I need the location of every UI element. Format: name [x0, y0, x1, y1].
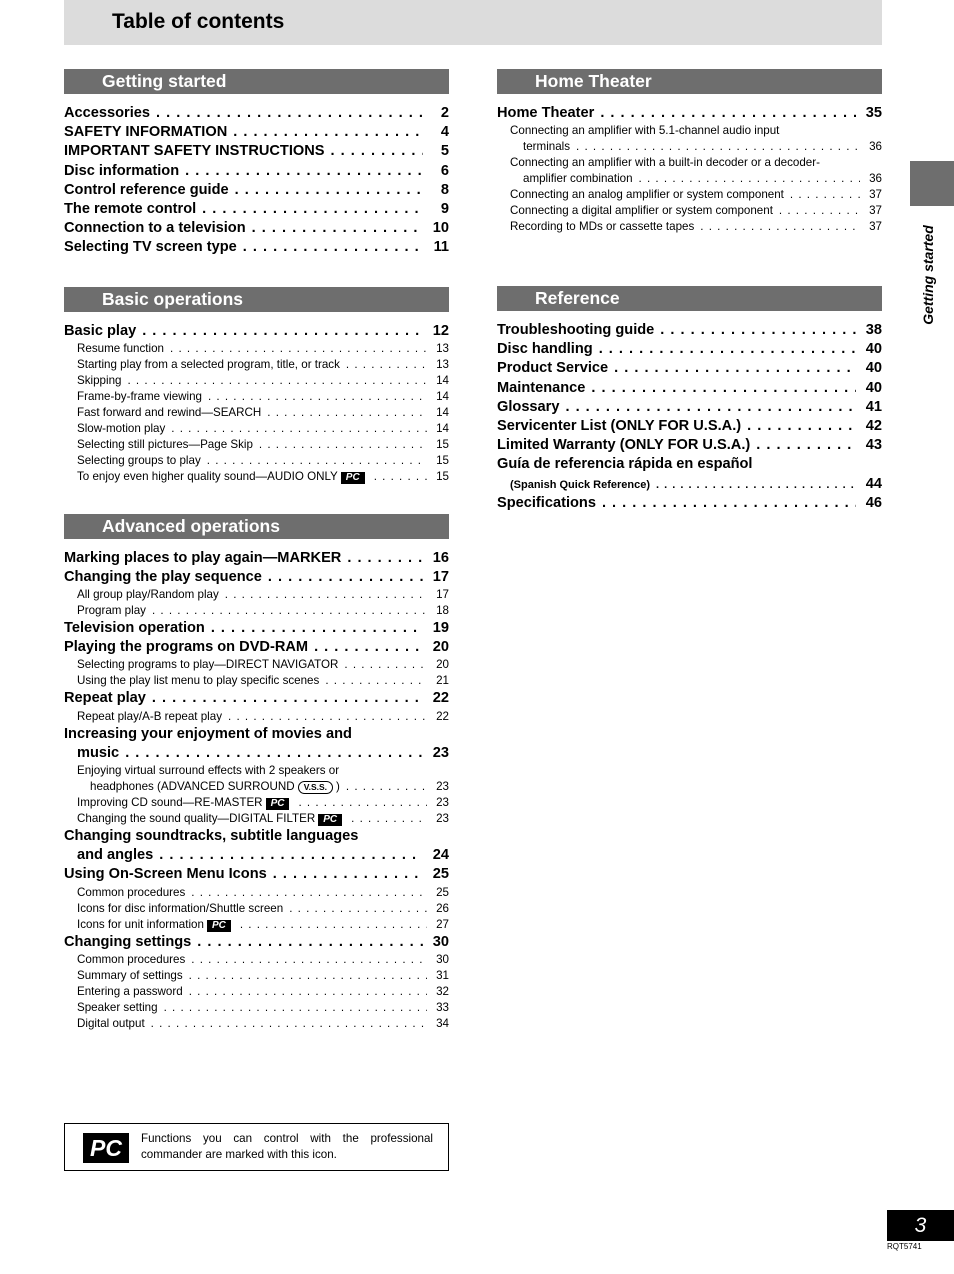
- entry-title: Common procedures: [77, 885, 186, 899]
- entry-title: Selecting groups to play: [77, 453, 201, 467]
- toc-entry-on-screen-menu[interactable]: [64, 865, 449, 884]
- leader-dots: [576, 139, 860, 155]
- entry-title: Glossary: [497, 398, 560, 415]
- leader-dots: [240, 917, 427, 933]
- toc-subentry[interactable]: [64, 709, 449, 725]
- entry-title: Basic play: [64, 322, 137, 339]
- entry-page: 40: [865, 341, 882, 358]
- entry-title: IMPORTANT SAFETY INSTRUCTIONS: [64, 143, 325, 160]
- leader-dots: [225, 587, 427, 603]
- leader-dots: [197, 933, 423, 952]
- entry-page: 25: [436, 885, 449, 899]
- toc-entry[interactable]: [497, 398, 882, 417]
- entry-page: 20: [436, 658, 449, 672]
- entry-title: [77, 795, 292, 811]
- entry-title: Summary of settings: [77, 968, 183, 982]
- right-column: [497, 69, 882, 543]
- entry-page: 14: [436, 421, 449, 435]
- leader-dots: [207, 453, 427, 469]
- entry-title: Television operation: [64, 620, 205, 637]
- toc-subentry[interactable]: [64, 373, 449, 389]
- leader-dots: [599, 340, 856, 359]
- entry-title: All group play/Random play: [77, 588, 219, 602]
- entry-page: 22: [436, 709, 449, 723]
- toc-subentry[interactable]: [64, 405, 449, 421]
- leader-dots: [159, 846, 423, 865]
- entry-page: 18: [436, 604, 449, 618]
- entry-page: 19: [432, 620, 449, 637]
- pc-icon: PC: [83, 1133, 129, 1163]
- toc-entry[interactable]: [64, 200, 449, 219]
- leader-dots: [268, 568, 423, 587]
- entry-title: Home Theater: [497, 105, 595, 121]
- toc-subentry[interactable]: [64, 357, 449, 373]
- toc-entry-play-sequence[interactable]: [64, 568, 449, 587]
- entry-page: 40: [865, 379, 882, 396]
- toc-entry-enjoyment-line2[interactable]: [64, 744, 449, 763]
- entry-page: 14: [436, 373, 449, 387]
- entry-page: 35: [865, 105, 882, 121]
- entry-title-text: Changing the sound quality—DIGITAL FILTER: [77, 812, 316, 825]
- entry-title: Starting play from a selected program, title, or track: [77, 357, 340, 371]
- leader-dots: [790, 187, 860, 203]
- toc-entry-specifications[interactable]: [497, 494, 882, 513]
- entry-title: Connecting an analog amplifier or system component: [510, 188, 784, 202]
- entry-page: 2: [440, 105, 449, 121]
- leader-dots: [252, 219, 423, 238]
- toc-subentry[interactable]: [64, 421, 449, 437]
- section-reference: [497, 286, 882, 513]
- entry-page: 22: [432, 690, 449, 707]
- leader-dots: [235, 181, 423, 200]
- leader-dots: [151, 1016, 427, 1032]
- entry-title: Maintenance: [497, 379, 586, 396]
- leader-dots: [189, 968, 427, 984]
- leader-dots: [259, 437, 427, 453]
- side-tab-marker: [910, 161, 954, 206]
- entry-page: 41: [865, 398, 882, 415]
- leader-dots: [565, 398, 856, 417]
- toc-subentry[interactable]: [64, 587, 449, 603]
- pc-icon-note: [64, 1123, 449, 1171]
- toc-entry[interactable]: [64, 238, 449, 257]
- entry-title: terminals: [523, 140, 571, 154]
- entry-page: 32: [436, 984, 449, 998]
- side-tab-label: Getting started: [920, 225, 936, 325]
- toc-subentry[interactable]: [497, 219, 882, 235]
- section-heading: Reference: [497, 286, 882, 311]
- leader-dots: [233, 123, 423, 142]
- leader-dots: [267, 405, 427, 421]
- entry-page: 17: [436, 588, 449, 602]
- entry-page: 44: [865, 475, 882, 492]
- toc-subentry-re-master[interactable]: [64, 795, 449, 811]
- leader-dots: [152, 603, 427, 619]
- entry-page: 20: [432, 639, 449, 656]
- toc-entry-changing-settings[interactable]: [64, 933, 449, 952]
- entry-page: 6: [440, 162, 449, 179]
- entry-page: 12: [432, 322, 449, 339]
- entry-page: 33: [436, 1000, 449, 1014]
- entry-page: 36: [869, 140, 882, 154]
- leader-dots: [191, 952, 427, 968]
- toc-entry-marker[interactable]: [64, 549, 449, 568]
- entry-page: 14: [436, 405, 449, 419]
- entry-page: 10: [432, 220, 449, 237]
- entry-page: 31: [436, 968, 449, 982]
- leader-dots: [298, 795, 427, 811]
- entry-title-text: To enjoy even higher quality sound—AUDIO ONLY: [77, 469, 338, 483]
- entry-page: 42: [865, 417, 882, 434]
- toc-entry-guia-line2[interactable]: [497, 475, 882, 494]
- leader-dots: [185, 162, 423, 181]
- entry-page: 30: [432, 933, 449, 950]
- toc-subentry-unit-information[interactable]: [64, 917, 449, 933]
- toc-subentry[interactable]: [64, 952, 449, 968]
- entry-page: 36: [869, 172, 882, 186]
- toc-subentry[interactable]: [64, 984, 449, 1000]
- leader-dots: [314, 638, 423, 657]
- entry-title: The remote control: [64, 200, 197, 217]
- entry-title: [90, 779, 340, 795]
- leader-dots: [152, 689, 423, 708]
- leader-dots: [125, 744, 423, 763]
- entry-title: music: [77, 744, 120, 761]
- repeat-play-subentries: [64, 709, 449, 725]
- toc-subentry-51-amplifier-line1[interactable]: Connecting an amplifier with 5.1-channel audio input: [510, 124, 780, 138]
- toc-entry-television-operation[interactable]: [64, 619, 449, 638]
- leader-dots: [351, 811, 427, 827]
- entry-title: Using the play list menu to play specific scenes: [77, 674, 320, 688]
- toc-entry[interactable]: [64, 123, 449, 142]
- toc-subentry-virtual-surround-line2[interactable]: [64, 779, 449, 795]
- toc-entry[interactable]: [64, 162, 449, 181]
- entry-title: Marking places to play again—MARKER: [64, 549, 342, 566]
- toc-entry[interactable]: [497, 417, 882, 436]
- document-code: RQT5741: [887, 1242, 922, 1251]
- pc-icon: PC: [341, 472, 365, 484]
- entry-page: 4: [440, 124, 449, 141]
- entry-title-text: Icons for unit information: [77, 917, 204, 931]
- toc-entry-basic-play[interactable]: [64, 322, 449, 341]
- entry-title: SAFETY INFORMATION: [64, 124, 228, 141]
- toc-subentry[interactable]: [64, 885, 449, 901]
- leader-dots: [127, 373, 427, 389]
- leader-dots: [228, 709, 427, 725]
- toc-entry-soundtracks-line2[interactable]: [64, 846, 449, 865]
- leader-dots: [243, 238, 423, 257]
- entry-title: Disc handling: [497, 341, 593, 358]
- toc-entry[interactable]: [497, 340, 882, 359]
- leader-dots: [289, 901, 427, 917]
- leader-dots: [756, 436, 856, 455]
- entry-title: (Spanish Quick Reference): [510, 478, 650, 491]
- leader-dots: [273, 865, 423, 884]
- leader-dots: [344, 657, 427, 673]
- entry-title: Common procedures: [77, 952, 186, 966]
- reference-list: [497, 321, 882, 455]
- entry-title: Recording to MDs or cassette tapes: [510, 220, 695, 234]
- entry-title: [77, 811, 345, 827]
- vss-icon: V.S.S.: [298, 781, 333, 794]
- entry-page: 17: [432, 568, 449, 585]
- title-bar: [64, 0, 882, 45]
- toc-subentry-decoder-amplifier-line1[interactable]: Connecting an amplifier with a built-in decoder or a decoder-: [510, 156, 820, 170]
- entry-page: 11: [433, 239, 449, 256]
- leader-dots: [700, 219, 860, 235]
- entry-title: Selecting TV screen type: [64, 239, 237, 256]
- leader-dots: [600, 104, 856, 123]
- entry-page: 23: [436, 812, 449, 825]
- entry-title: Entering a password: [77, 984, 183, 998]
- changing-settings-subentries: [64, 952, 449, 1032]
- entry-page: 8: [440, 181, 449, 198]
- entry-title: Limited Warranty (ONLY FOR U.S.A.): [497, 437, 751, 454]
- toc-subentry[interactable]: [64, 389, 449, 405]
- entry-title: Disc information: [64, 162, 180, 179]
- entry-title: Changing the play sequence: [64, 568, 262, 585]
- leader-dots: [325, 673, 427, 689]
- toc-subentry[interactable]: [64, 603, 449, 619]
- entry-page: 21: [436, 674, 449, 688]
- section-home-theater: [497, 69, 882, 286]
- home-theater-subentries: [497, 187, 882, 235]
- toc-entry[interactable]: [497, 379, 882, 398]
- entry-title: Connecting a digital amplifier or system component: [510, 204, 773, 218]
- toc-entry-home-theater[interactable]: [497, 104, 882, 123]
- left-column: [64, 69, 449, 1062]
- basic-play-subentries: [64, 341, 449, 485]
- toc-subentry[interactable]: [64, 437, 449, 453]
- entry-page: 13: [436, 341, 449, 355]
- leader-dots: [747, 417, 856, 436]
- entry-page: 26: [436, 901, 449, 915]
- entry-page: 23: [436, 796, 449, 809]
- entry-page: 15: [436, 437, 449, 451]
- entry-title: Troubleshooting guide: [497, 322, 655, 338]
- leader-dots: [656, 476, 856, 494]
- toc-subentry[interactable]: [64, 1000, 449, 1016]
- entry-title: Changing settings: [64, 933, 192, 950]
- entry-title: Program play: [77, 604, 146, 618]
- entry-page: 15: [436, 469, 449, 483]
- pc-icon: PC: [207, 920, 231, 932]
- on-screen-menu-subentries: [64, 885, 449, 917]
- entry-title: Specifications: [497, 494, 596, 511]
- entry-title-text: headphones (ADVANCED SURROUND: [90, 780, 295, 793]
- entry-page: 43: [865, 437, 882, 454]
- entry-page: 27: [436, 917, 449, 931]
- entry-title: Skipping: [77, 373, 122, 387]
- entry-title: Fast forward and rewind—SEARCH: [77, 405, 262, 419]
- entry-page: 37: [869, 188, 882, 202]
- entry-title: Servicenter List (ONLY FOR U.S.A.): [497, 417, 742, 434]
- entry-title: Using On-Screen Menu Icons: [64, 866, 267, 883]
- entry-title: Digital output: [77, 1016, 145, 1030]
- leader-dots: [614, 359, 856, 378]
- leader-dots: [156, 104, 423, 123]
- entry-title: Selecting programs to play—DIRECT NAVIGATOR: [77, 658, 339, 672]
- entry-page: 37: [869, 220, 882, 234]
- entry-title: Icons for disc information/Shuttle screen: [77, 901, 284, 915]
- leader-dots: [331, 142, 423, 161]
- entry-page: 23: [436, 780, 449, 793]
- leader-dots: [189, 984, 427, 1000]
- toc-subentry[interactable]: [64, 341, 449, 357]
- entry-page: 24: [432, 847, 449, 864]
- leader-dots: [591, 379, 856, 398]
- pc-icon: PC: [318, 814, 342, 826]
- entry-page: 15: [436, 453, 449, 467]
- toc-entry[interactable]: [497, 321, 882, 340]
- entry-title: Speaker setting: [77, 1000, 158, 1014]
- toc-subentry[interactable]: [64, 469, 449, 485]
- section-heading: Advanced operations: [64, 514, 449, 539]
- entry-page: 30: [436, 952, 449, 966]
- toc-entry[interactable]: [64, 181, 449, 200]
- entry-page: 25: [432, 866, 449, 883]
- entry-title-suffix: ): [336, 780, 340, 793]
- entry-title: Control reference guide: [64, 181, 229, 198]
- toc-subentry[interactable]: [64, 968, 449, 984]
- section-basic-operations: [64, 287, 449, 485]
- toc-entry[interactable]: [497, 436, 882, 455]
- toc-subentry[interactable]: [64, 673, 449, 689]
- toc-subentry[interactable]: [497, 203, 882, 219]
- entry-page: 5: [440, 143, 449, 160]
- leader-dots: [347, 549, 423, 568]
- entry-title: [77, 917, 234, 933]
- leader-dots: [346, 779, 427, 795]
- leader-dots: [208, 389, 427, 405]
- pc-icon: PC: [266, 798, 290, 810]
- entry-title: Repeat play: [64, 690, 146, 707]
- section-heading: Basic operations: [64, 287, 449, 312]
- toc-subentry-digital-filter[interactable]: [64, 811, 449, 827]
- toc-entry-soundtracks-line1[interactable]: Changing soundtracks, subtitle languages: [64, 828, 359, 844]
- page-number: 3: [887, 1210, 954, 1241]
- toc-subentry[interactable]: [64, 657, 449, 673]
- entry-page: 16: [432, 549, 449, 566]
- toc-entry[interactable]: [64, 142, 449, 161]
- entry-title: Frame-by-frame viewing: [77, 389, 202, 403]
- toc-entry-repeat-play[interactable]: [64, 689, 449, 708]
- toc-entry-enjoyment-line1[interactable]: Increasing your enjoyment of movies and: [64, 725, 352, 742]
- note-text: Functions you can control with the professional commander are marked with this icon.: [141, 1132, 433, 1161]
- leader-dots: [164, 1000, 427, 1016]
- entry-page: 38: [865, 322, 882, 338]
- leader-dots: [170, 341, 427, 357]
- toc-subentry[interactable]: [64, 1016, 449, 1032]
- entry-title: Product Service: [497, 360, 609, 377]
- leader-dots: [374, 469, 427, 485]
- entry-title: Slow-motion play: [77, 421, 166, 435]
- toc-entry[interactable]: [64, 104, 449, 123]
- leader-dots: [191, 885, 427, 901]
- entry-page: 34: [436, 1016, 449, 1030]
- leader-dots: [142, 322, 423, 341]
- leader-dots: [660, 321, 856, 340]
- toc-entry[interactable]: [64, 219, 449, 238]
- leader-dots: [171, 421, 427, 437]
- play-sequence-subentries: [64, 587, 449, 619]
- entry-title: amplifier combination: [523, 172, 633, 186]
- entry-page: 13: [436, 357, 449, 371]
- leader-dots: [602, 494, 856, 513]
- section-advanced-operations: [64, 514, 449, 1032]
- entry-title: Repeat play/A-B repeat play: [77, 709, 223, 723]
- toc-entry-guia-line1[interactable]: Guía de referencia rápida en español: [497, 456, 753, 473]
- entry-title: and angles: [77, 847, 154, 864]
- leader-dots: [202, 200, 423, 219]
- section-getting-started: [64, 69, 449, 258]
- dvd-ram-subentries: [64, 657, 449, 689]
- entry-page: 14: [436, 389, 449, 403]
- entry-title: Selecting still pictures—Page Skip: [77, 437, 253, 451]
- entry-title: Accessories: [64, 105, 151, 121]
- entry-page: 23: [432, 744, 449, 761]
- entry-title-text: Improving CD sound—RE-MASTER: [77, 796, 263, 809]
- toc-subentry[interactable]: [64, 453, 449, 469]
- leader-dots: [211, 619, 423, 638]
- entry-page: 40: [865, 360, 882, 377]
- toc-subentry-virtual-surround-line1[interactable]: Enjoying virtual surround effects with 2 speakers or: [77, 764, 340, 777]
- getting-started-list: [64, 104, 449, 258]
- toc-entry[interactable]: [497, 359, 882, 378]
- toc-subentry-51-amplifier-line2[interactable]: [497, 139, 882, 155]
- toc-subentry-decoder-amplifier-line2[interactable]: [497, 171, 882, 187]
- leader-dots: [639, 171, 860, 187]
- entry-title: [77, 469, 368, 485]
- toc-subentry[interactable]: [497, 187, 882, 203]
- section-heading: Getting started: [64, 69, 449, 94]
- entry-title: Connection to a television: [64, 220, 246, 237]
- section-heading: Home Theater: [497, 69, 882, 94]
- page-title: Table of contents: [112, 10, 285, 33]
- entry-title: Playing the programs on DVD-RAM: [64, 639, 309, 656]
- toc-entry-dvd-ram[interactable]: [64, 638, 449, 657]
- entry-title: Resume function: [77, 341, 164, 355]
- leader-dots: [346, 357, 427, 373]
- entry-page: 46: [865, 494, 882, 511]
- toc-subentry[interactable]: [64, 901, 449, 917]
- entry-page: 9: [440, 200, 449, 217]
- leader-dots: [779, 203, 860, 219]
- entry-page: 37: [869, 204, 882, 218]
